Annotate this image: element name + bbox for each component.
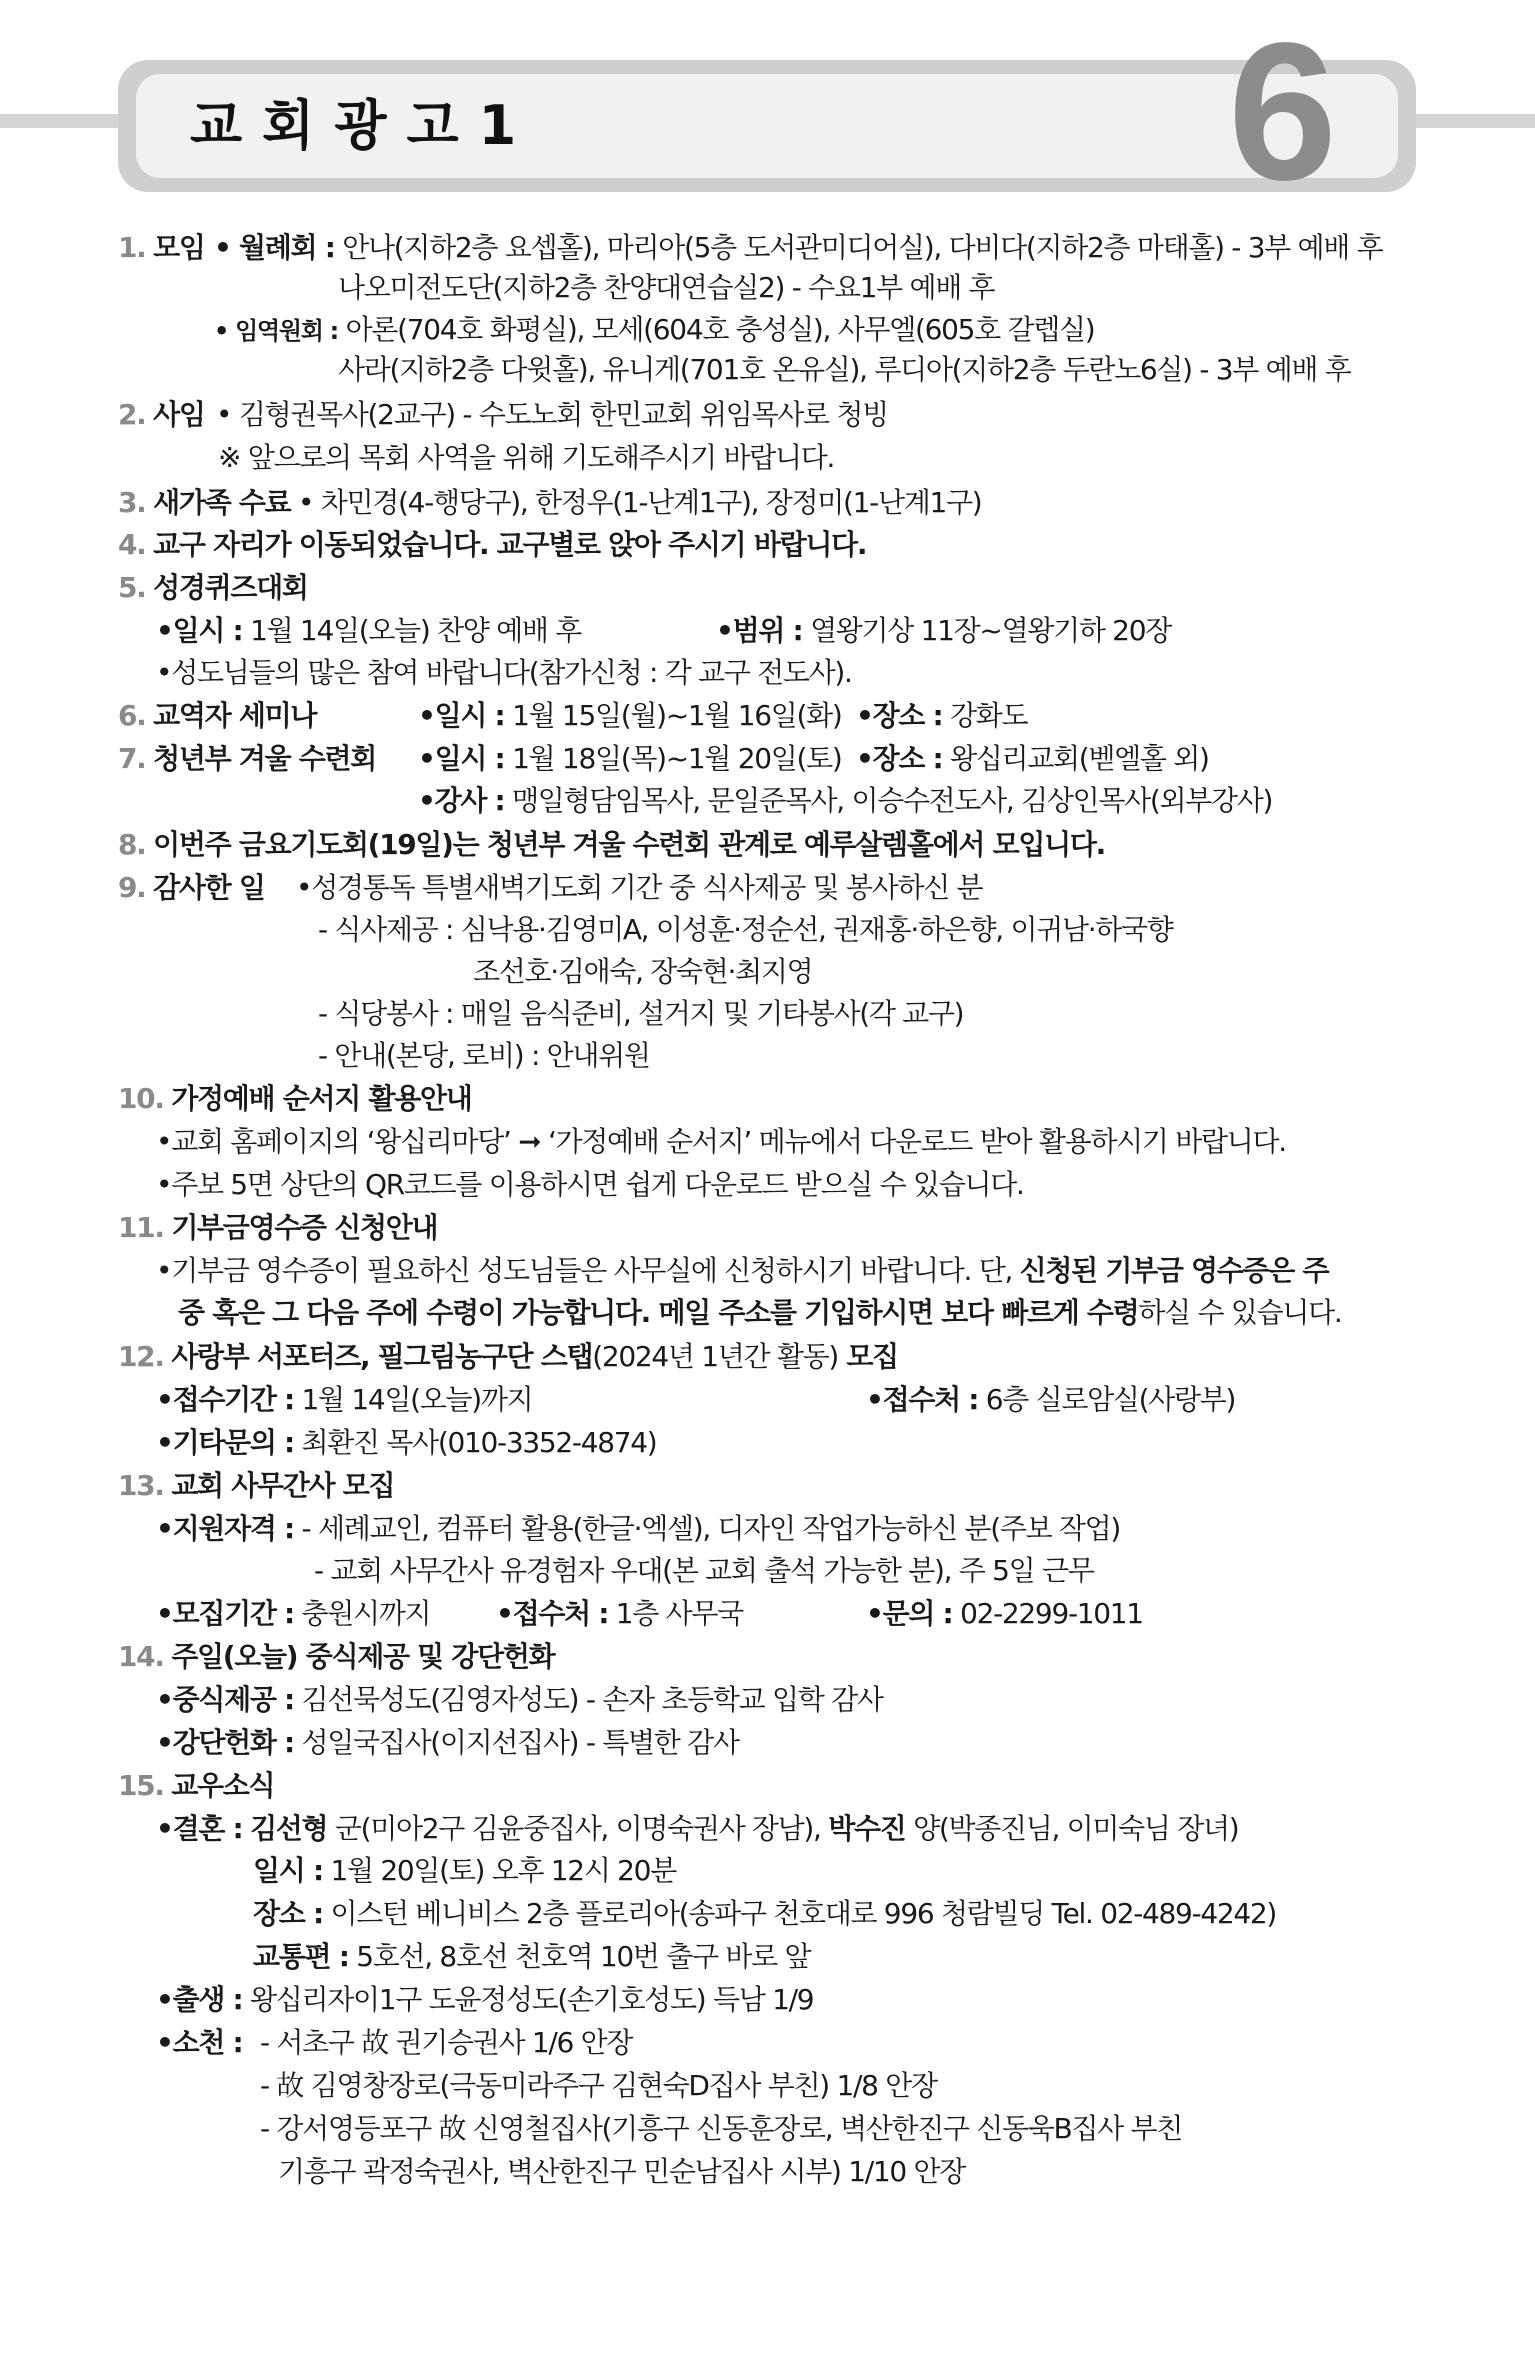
item-label: •기타문의 : — [156, 1426, 294, 1459]
item-3 — [118, 483, 981, 523]
item-6-heading — [118, 696, 316, 736]
item-text: 1월 14일(오늘)까지 — [301, 1383, 533, 1416]
item-text: 1층 사무국 — [615, 1597, 743, 1630]
item-label: •접수처 : — [496, 1597, 609, 1630]
item-text: 김선묵성도(김영자성도) - 손자 초등학교 입학 감사 — [301, 1683, 883, 1716]
item-number: 13. — [118, 1469, 164, 1502]
item-7-heading — [118, 739, 376, 779]
item-text: 최환진 목사(010-3352-4874) — [301, 1426, 657, 1459]
item-5-date — [156, 611, 581, 651]
item-label: •강단헌화 : — [156, 1726, 294, 1759]
item-14-flower — [156, 1723, 739, 1763]
groom-name: 김선형 — [250, 1812, 328, 1845]
item-number: 8. — [118, 828, 146, 861]
item-title: 이번주 금요기도회(19일)는 청년부 겨울 수련회 관계로 예루살렘홀에서 모입니다. — [153, 828, 1105, 861]
item-15-birth — [156, 1980, 813, 2020]
item-title-suffix: 모집 — [837, 1340, 898, 1373]
item-text: • 차민경(4-행당구), 한정우(1-난계1구), 장정미(1-난계1구) — [297, 486, 982, 519]
item-10-heading — [118, 1079, 471, 1119]
item-text: 열왕기상 11장~열왕기하 20장 — [810, 614, 1171, 647]
item-label: •접수기간 : — [156, 1383, 294, 1416]
item-title: 주일(오늘) 중식제공 및 강단헌화 — [171, 1640, 555, 1673]
item-5-heading — [118, 568, 308, 608]
item-7-date — [418, 739, 842, 779]
item-number: 12. — [118, 1340, 164, 1373]
item-label: •결혼 : — [156, 1812, 243, 1845]
item-2-line-2: ※ 앞으로의 목회 사역을 위해 기도해주시기 바랍니다. — [218, 441, 835, 474]
item-15-death-2: - 故 김영창장로(극동미라주구 김현숙D집사 부친) 1/8 안장 — [260, 2069, 937, 2102]
item-title: 감사한 일 — [153, 871, 265, 904]
item-15-wedding-transit — [253, 1937, 810, 1977]
item-14-meal — [156, 1680, 883, 1720]
item-13-qual-1 — [156, 1509, 1120, 1549]
item-1-line-1 — [214, 228, 1382, 268]
item-13-qual-2: - 교회 사무간사 유경험자 우대(본 교회 출석 가능한 분), 주 5일 근무 — [314, 1554, 1094, 1587]
groom-info: 군(미아2구 김윤중집사, 이명숙권사 장남), — [327, 1812, 829, 1845]
item-number: 11. — [118, 1211, 164, 1244]
item-number: 2. — [118, 398, 146, 431]
item-text: 하실 수 있습니다. — [1138, 1296, 1342, 1329]
item-15-death-4: 기흥구 곽정숙권사, 벽산한진구 민순남집사 시부) 1/10 안장 — [278, 2155, 965, 2188]
page-number: 6 — [1228, 2, 1338, 221]
item-13-place — [496, 1594, 743, 1634]
item-text-bold: 중 혹은 그 다음 주에 수령이 가능합니다. 메일 주소를 기입하시면 보다 빠르게 수령 — [178, 1296, 1139, 1329]
item-15-death-label — [156, 2023, 242, 2063]
item-label: •지원자격 : — [156, 1512, 294, 1545]
item-9-line-1: •성경통독 특별새벽기도회 기간 중 식사제공 및 봉사하신 분 — [296, 871, 983, 904]
item-text: 이스턴 베니비스 2층 플로리아(송파구 천호대로 996 청람빌딩 Tel. 02-489-4242) — [330, 1897, 1277, 1930]
item-title: 가정예배 순서지 활용안내 — [171, 1082, 472, 1115]
item-text: 아론(704호 화평실), 모세(604호 충성실), 사무엘(605호 갈렙실) — [345, 313, 1095, 346]
item-title: 기부금영수증 신청안내 — [171, 1211, 438, 1244]
item-15-heading — [118, 1766, 274, 1806]
item-2-heading — [118, 395, 205, 435]
item-text-bold: 신청된 기부금 영수증은 주 — [1019, 1254, 1329, 1287]
item-number: 5. — [118, 571, 146, 604]
item-12-contact — [156, 1423, 656, 1463]
item-text: 02-2299-1011 — [960, 1597, 1143, 1630]
item-label: •강사 : — [418, 784, 505, 817]
item-11-heading — [118, 1208, 437, 1248]
item-text: 강화도 — [950, 699, 1028, 732]
item-10-line-2: •주보 5면 상단의 QR코드를 이용하시면 쉽게 다운로드 받으실 수 있습니다. — [156, 1168, 1024, 1201]
item-label: 일시 : — [253, 1854, 323, 1887]
item-title: 모임 — [153, 231, 205, 264]
bride-info: 양(박종진님, 이미숙님 장녀) — [905, 1812, 1239, 1845]
item-label: •접수처 : — [866, 1383, 979, 1416]
item-text: 1월 15일(월)~1월 16일(화) — [512, 699, 842, 732]
item-number: 1. — [118, 231, 146, 264]
item-text: 충원시까지 — [301, 1597, 431, 1630]
item-number: 6. — [118, 699, 146, 732]
item-text: 1월 18일(목)~1월 20일(토) — [512, 742, 842, 775]
item-1-line-4: 사라(지하2층 다윗홀), 유니게(701호 온유실), 루디아(지하2층 두란노6실) - 3부 예배 후 — [338, 353, 1351, 386]
item-text: 맹일형담임목사, 문일준목사, 이승수전도사, 김상인목사(외부강사) — [512, 784, 1273, 817]
item-text: 6층 실로암실(사랑부) — [985, 1383, 1236, 1416]
item-1-line-2: 나오미전도단(지하2층 찬양대연습실2) - 수요1부 예배 후 — [338, 271, 995, 304]
item-15-wedding-place — [253, 1894, 1276, 1934]
item-8 — [118, 825, 1105, 865]
item-14-heading — [118, 1637, 554, 1677]
item-1-heading — [118, 228, 205, 268]
item-label: • 월례회 : — [214, 231, 335, 264]
item-13-period — [156, 1594, 430, 1634]
item-9-line-3: 조선호·김애숙, 장숙현·최지영 — [473, 955, 813, 988]
item-text: 1월 14일(오늘) 찬양 예배 후 — [250, 614, 581, 647]
item-label: 교통편 : — [253, 1940, 349, 1973]
item-5-note: •성도님들의 많은 참여 바랍니다(참가신청 : 각 교구 전도사). — [156, 656, 852, 689]
item-11-line-1 — [156, 1251, 1328, 1291]
item-text: - 세례교인, 컴퓨터 활용(한글·엑셀), 디자인 작업가능하신 분(주보 작업) — [301, 1512, 1121, 1545]
item-10-line-1: •교회 홈페이지의 ‘왕십리마당’ ➞ ‘가정예배 순서지’ 메뉴에서 다운로드 받아 활용하시기 바랍니다. — [156, 1125, 1286, 1158]
item-title: 교회 사무간사 모집 — [171, 1469, 395, 1502]
item-title: 사랑부 서포터즈, 필그림농구단 스탭 — [171, 1340, 593, 1373]
item-title: 교구 자리가 이동되었습니다. 교구별로 앉아 주시기 바랍니다. — [153, 528, 867, 561]
item-title: 성경퀴즈대회 — [153, 571, 308, 604]
item-7-place — [856, 739, 1209, 779]
item-2-line-1: • 김형권목사(2교구) - 수도노회 한민교회 위임목사로 청빙 — [216, 398, 888, 431]
item-text: •기부금 영수증이 필요하신 성도님들은 사무실에 신청하시기 바랍니다. 단, — [156, 1254, 1020, 1287]
item-title-note: (2024년 1년간 활동) — [592, 1340, 838, 1373]
item-text: 성일국집사(이지선집사) - 특별한 감사 — [301, 1726, 739, 1759]
item-12-period — [156, 1380, 532, 1420]
item-text: 왕십리자이1구 도윤정성도(손기호성도) 득남 1/9 — [250, 1983, 814, 2016]
item-label: •소천 : — [156, 2026, 243, 2059]
item-title: 사임 — [153, 398, 205, 431]
item-label: • 임역원회 : — [214, 317, 338, 345]
item-number: 3. — [118, 486, 146, 519]
item-15-death-3: - 강서영등포구 故 신영철집사(기흥구 신동훈장로, 벽산한진구 신동욱B집사 부친 — [260, 2112, 1183, 2145]
item-label: •중식제공 : — [156, 1683, 294, 1716]
item-5-range — [716, 611, 1171, 651]
item-title: 새가족 수료 — [153, 486, 291, 519]
item-title: 교우소식 — [171, 1769, 275, 1802]
item-7-speaker — [418, 781, 1272, 821]
item-4 — [118, 525, 866, 565]
item-label: 장소 : — [253, 1897, 323, 1930]
item-label: •문의 : — [866, 1597, 953, 1630]
item-label: •모집기간 : — [156, 1597, 294, 1630]
item-number: 7. — [118, 742, 146, 775]
item-label: •범위 : — [716, 614, 803, 647]
item-15-wedding-date — [253, 1851, 676, 1891]
item-text: 왕십리교회(벧엘홀 외) — [950, 742, 1209, 775]
item-13-heading — [118, 1466, 394, 1506]
item-number: 15. — [118, 1769, 164, 1802]
item-label: •일시 : — [418, 699, 505, 732]
bride-name: 박수진 — [828, 1812, 906, 1845]
item-15-wedding — [156, 1809, 1238, 1849]
item-title: 청년부 겨울 수련회 — [153, 742, 377, 775]
item-label: •일시 : — [156, 614, 243, 647]
item-12-place — [866, 1380, 1235, 1420]
item-number: 14. — [118, 1640, 164, 1673]
item-9-line-2: - 식사제공 : 심낙용·김영미A, 이성훈·정순선, 권재홍·하은향, 이귀남·하국향 — [318, 913, 1173, 946]
item-title: 교역자 세미나 — [153, 699, 317, 732]
item-label: •일시 : — [418, 742, 505, 775]
item-15-death-1: - 서초구 故 권기승권사 1/6 안장 — [260, 2026, 633, 2059]
page-title: 교회광고1 — [190, 94, 537, 157]
item-number: 10. — [118, 1082, 164, 1115]
item-9-line-5: - 안내(본당, 로비) : 안내위원 — [318, 1039, 650, 1072]
item-label: •출생 : — [156, 1983, 243, 2016]
item-text: 1월 20일(토) 오후 12시 20분 — [330, 1854, 676, 1887]
item-11-line-2 — [178, 1293, 1341, 1333]
item-1-line-3 — [214, 310, 1094, 350]
item-9-line-4: - 식당봉사 : 매일 음식준비, 설거지 및 기타봉사(각 교구) — [318, 997, 964, 1030]
item-label: •장소 : — [856, 699, 943, 732]
item-text: 5호선, 8호선 천호역 10번 출구 바로 앞 — [356, 1940, 811, 1973]
item-6-date — [418, 696, 842, 736]
item-label: •장소 : — [856, 742, 943, 775]
item-number: 9. — [118, 871, 146, 904]
item-9-heading — [118, 868, 265, 908]
item-13-contact — [866, 1594, 1143, 1634]
item-text: 안나(지하2층 요셉홀), 마리아(5층 도서관미디어실), 다비다(지하2층 마태홀) - 3부 예배 후 — [342, 231, 1383, 264]
item-6-place — [856, 696, 1027, 736]
item-12-heading — [118, 1337, 898, 1377]
item-number: 4. — [118, 528, 146, 561]
